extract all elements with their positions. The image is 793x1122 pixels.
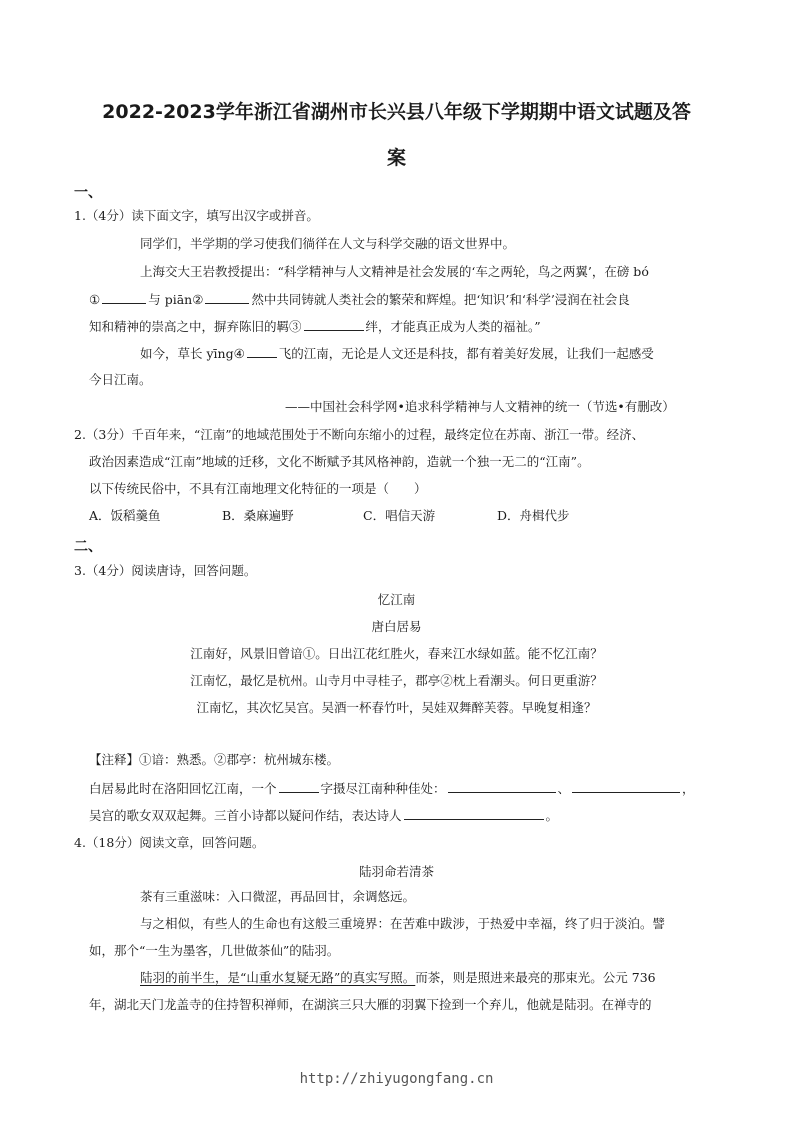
blank-5[interactable] — [279, 780, 319, 793]
article-paragraph-2: 与之相似，有些人的生命也有这般三重境界：在苦难中跋涉，于热爱中幸福，终了归于淡泊。譬 — [140, 916, 666, 931]
q1-line4-b: 绊，才能真正成为人类的福祉。” — [365, 319, 541, 334]
q1-line-6: 今日江南。 — [89, 372, 152, 387]
poem-line-1: 江南好，风景旧曾谙①。日出江花红胜火，春来江水绿如蓝。能不忆江南？ — [190, 646, 603, 661]
q1-line-4 — [89, 318, 541, 335]
q1-line3-b: 与 piān② — [148, 292, 204, 307]
article-paragraph-3 — [140, 970, 656, 986]
page-title-line2: 案 — [386, 147, 406, 169]
poem-line-2: 江南忆，最忆是杭州。山寺月中寻桂子，郡亭②枕上看潮头。何日更重游？ — [190, 673, 603, 688]
q3-line1-a: 白居易此时在洛阳回忆江南，一个 — [89, 781, 277, 796]
q4-header: 4.（18分）阅读文章，回答问题。 — [74, 835, 265, 850]
q3-line1-c: 、 — [557, 781, 571, 796]
article-paragraph-3-rest: 而茶，则是照进来最亮的那束光。公元 736 — [415, 970, 656, 985]
q1-paragraph-1: 同学们，半学期的学习使我们徜徉在人文与科学交融的语文世界中。 — [140, 236, 516, 251]
q1-line-3 — [89, 291, 630, 308]
underlined-sentence: 陆羽的前半生，是“山重水复疑无路”的真实写照。 — [140, 970, 416, 985]
q2-line-3: 以下传统民俗中，不具有江南地理文化特征的一项是（ ） — [89, 481, 427, 496]
section-heading-1: 一、 — [74, 185, 102, 201]
q3-question-line-2 — [89, 807, 558, 824]
poem-author: 唐白居易 — [371, 619, 422, 634]
blank-6[interactable] — [448, 780, 556, 793]
q3-line1-b: 字摄尽江南种种佳处： — [320, 781, 446, 796]
article-paragraph-3-cont: 年，湖北天门龙盖寺的住持智积禅师，在湖滨三只大雁的羽翼下捡到一个弃儿，他就是陆羽。在禅寺的 — [89, 997, 652, 1012]
blank-8[interactable] — [404, 807, 544, 820]
blank-2[interactable] — [205, 291, 249, 304]
q1-header: 1.（4分）读下面文字，填写出汉字或拼音。 — [74, 208, 319, 223]
poem-note: 【注释】①谙：熟悉。②郡亭：杭州城东楼。 — [89, 752, 340, 767]
q1-line4-a: 知和精神的崇高之中，摒弃陈旧的羁③ — [89, 319, 302, 334]
q3-line2-a: 吴宫的歌女双双起舞。三首小诗都以疑问作结，表达诗人 — [89, 808, 402, 823]
footer-url[interactable]: http://zhiyugongfang.cn — [299, 1071, 494, 1087]
q3-question-line-1 — [89, 780, 695, 797]
q2-option-d[interactable]: D．舟楫代步 — [497, 508, 570, 523]
page-title-line1: 2022-2023学年浙江省湖州市长兴县八年级下学期期中语文试题及答 — [102, 101, 691, 123]
q1-line-5 — [140, 345, 654, 362]
blank-1[interactable] — [102, 291, 146, 304]
q3-line2-b: 。 — [545, 808, 559, 823]
section-heading-2: 二、 — [74, 539, 102, 555]
article-paragraph-2-cont: 如，那个“一生为墨客，几世做茶仙”的陆羽。 — [89, 943, 340, 958]
q1-paragraph-2: 上海交大王岩教授提出：“科学精神与人文精神是社会发展的‘车之两轮，鸟之两翼’，在磅 bó — [140, 264, 649, 279]
poem-title: 忆江南 — [377, 592, 416, 607]
q3-header: 3.（4分）阅读唐诗，回答问题。 — [74, 563, 257, 578]
q1-line5-a: 如今，草长 yīng④ — [140, 346, 245, 361]
q1-source: ——中国社会科学网•追求科学精神与人文精神的统一（节选•有删改） — [285, 399, 675, 414]
q2-option-a[interactable]: A．饭稻羹鱼 — [89, 508, 161, 523]
article-title: 陆羽命若清茶 — [358, 864, 434, 879]
q1-line5-b: 飞的江南，无论是人文还是科技，都有着美好发展，让我们一起感受 — [278, 346, 654, 361]
q2-header: 2.（3分）千百年来，“江南”的地域范围处于不断向东缩小的过程，最终定位在苏南、浙江一带。经济、 — [74, 427, 645, 442]
q2-option-c[interactable]: C．唱信天游 — [363, 508, 436, 523]
q2-option-b[interactable]: B．桑麻遍野 — [222, 508, 294, 523]
blank-7[interactable] — [572, 780, 680, 793]
q1-line3-c: 然中共同铸就人类社会的繁荣和辉煌。把‘知识’和‘科学’浸润在社会良 — [251, 292, 630, 307]
poem-line-3: 江南忆，其次忆吴宫。吴酒一杯春竹叶，吴娃双舞醉芙蓉。早晚复相逢？ — [196, 700, 597, 715]
article-paragraph-1: 茶有三重滋味：入口微涩，再品回甘，余调悠远。 — [140, 889, 416, 904]
blank-3[interactable] — [304, 318, 364, 331]
q1-line3-a: ① — [89, 292, 101, 307]
q3-line1-d: ， — [682, 781, 695, 796]
blank-4[interactable] — [247, 345, 277, 358]
q2-line-2: 政治因素造成“江南”地域的迁移，文化不断赋予其风格神韵，造就一个独一无二的“江南”。 — [89, 454, 590, 469]
